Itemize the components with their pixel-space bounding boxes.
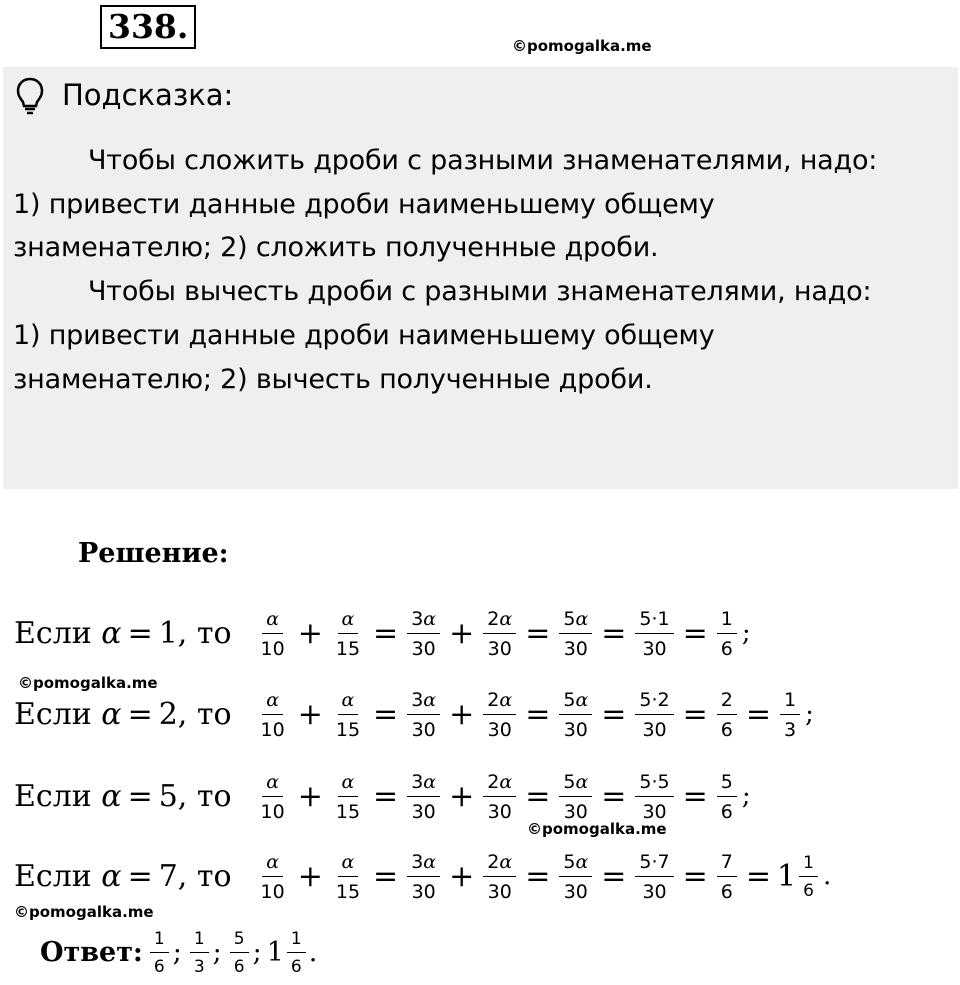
- numerator: 7: [717, 851, 737, 877]
- equals-sign: =: [682, 858, 708, 894]
- equals-sign: =: [373, 778, 399, 814]
- watermark: ©pomogalka.me: [527, 820, 667, 838]
- fraction: [332, 771, 364, 822]
- separator: ;: [252, 936, 262, 968]
- plus-sign: +: [297, 858, 323, 894]
- variable: α: [101, 696, 122, 732]
- equals-sign: =: [373, 615, 399, 651]
- equals-sign: =: [127, 696, 153, 732]
- denominator: 6: [720, 800, 733, 823]
- equals-sign: =: [525, 615, 551, 651]
- equals-sign: =: [682, 615, 708, 651]
- equals-sign: =: [127, 778, 153, 814]
- fraction: [483, 608, 516, 659]
- numerator: 2α: [483, 851, 516, 877]
- numerator: 5·7: [635, 851, 673, 877]
- numerator: α: [262, 851, 283, 877]
- denominator: 30: [487, 800, 512, 823]
- numerator: 2α: [483, 689, 516, 715]
- condition: [14, 616, 232, 651]
- equation-row: [14, 597, 751, 669]
- denominator: 10: [260, 637, 285, 660]
- equals-sign: =: [525, 696, 551, 732]
- plus-sign: +: [449, 696, 475, 732]
- if-word: Если: [14, 778, 102, 814]
- denominator: 15: [335, 637, 361, 660]
- denominator: 30: [411, 718, 436, 741]
- numerator: α: [338, 851, 359, 877]
- fraction: [407, 689, 440, 740]
- denominator: 30: [411, 800, 436, 823]
- hint-line: 1) привести данные дроби наименьшему общему: [13, 189, 715, 220]
- numerator: 1: [287, 929, 306, 953]
- denominator: 30: [563, 637, 588, 660]
- separator: ;: [212, 936, 222, 968]
- denominator: 6: [290, 956, 302, 977]
- numerator: α: [338, 689, 359, 715]
- solution-title: Решение:: [78, 538, 229, 569]
- plus-sign: +: [449, 615, 475, 651]
- fraction: [635, 608, 673, 659]
- denominator: 6: [720, 880, 733, 903]
- hint-line: Чтобы сложить дроби с разными знаменателями, надо:: [88, 145, 878, 176]
- fraction: [717, 851, 737, 902]
- fraction: [559, 608, 592, 659]
- equals-sign: =: [525, 778, 551, 814]
- fraction: [635, 851, 673, 902]
- denominator: 6: [803, 880, 814, 901]
- hint-line: Чтобы вычесть дроби с разными знаменателями, надо:: [88, 276, 872, 307]
- numerator: 1: [150, 929, 169, 953]
- fraction: [780, 689, 800, 740]
- fraction: [717, 689, 737, 740]
- denominator: 10: [260, 718, 285, 741]
- fraction: [717, 771, 737, 822]
- denominator: 30: [487, 637, 512, 660]
- denominator: 30: [642, 637, 667, 660]
- denominator: 30: [642, 718, 667, 741]
- answer-fraction: [190, 929, 209, 976]
- numerator: 2α: [483, 771, 516, 797]
- watermark: ©pomogalka.me: [18, 674, 158, 692]
- hint-line: 1) привести данные дроби наименьшему общему: [13, 320, 715, 351]
- fraction: [332, 608, 364, 659]
- condition: [14, 779, 232, 814]
- equals-sign: =: [525, 858, 551, 894]
- condition: [14, 697, 232, 732]
- punctuation: .: [308, 936, 318, 968]
- numerator: α: [262, 689, 283, 715]
- answer-label: Ответ:: [40, 936, 143, 968]
- plus-sign: +: [297, 615, 323, 651]
- equals-sign: =: [745, 696, 772, 732]
- denominator: 30: [487, 880, 512, 903]
- denominator: 10: [260, 800, 285, 823]
- denominator: 15: [335, 880, 361, 903]
- value: 1, то: [158, 615, 232, 651]
- fraction: [332, 851, 364, 902]
- fraction: [257, 608, 289, 659]
- punctuation: ;: [805, 699, 814, 729]
- fraction: [483, 771, 516, 822]
- numerator: 5·1: [635, 608, 673, 634]
- answer: [40, 922, 317, 982]
- fraction: [257, 771, 289, 822]
- variable: α: [101, 778, 122, 814]
- denominator: 15: [335, 800, 361, 823]
- numerator: 1: [780, 689, 800, 715]
- value: 5, то: [158, 778, 232, 814]
- denominator: 3: [784, 718, 797, 741]
- equals-sign: =: [745, 858, 772, 894]
- numerator: α: [338, 608, 359, 634]
- value: 7, то: [158, 858, 232, 894]
- denominator: 10: [260, 880, 285, 903]
- denominator: 15: [335, 718, 361, 741]
- fraction: [407, 771, 440, 822]
- equals-sign: =: [601, 778, 627, 814]
- numerator: 5: [230, 929, 249, 953]
- denominator: 6: [233, 956, 245, 977]
- answer-fraction: [230, 929, 249, 976]
- fraction: [257, 689, 289, 740]
- numerator: 1: [190, 929, 209, 953]
- denominator: 30: [642, 800, 667, 823]
- numerator: 5α: [559, 689, 592, 715]
- equals-sign: =: [682, 778, 708, 814]
- value: 2, то: [158, 696, 232, 732]
- separator: ;: [172, 936, 182, 968]
- denominator: 6: [720, 637, 733, 660]
- denominator: 30: [487, 718, 512, 741]
- if-word: Если: [14, 858, 102, 894]
- numerator: 1: [799, 853, 818, 877]
- equals-sign: =: [601, 696, 627, 732]
- lightbulb-icon: [14, 76, 46, 116]
- punctuation: ;: [741, 618, 751, 648]
- fraction: [559, 851, 592, 902]
- variable: α: [101, 615, 122, 651]
- numerator: 1: [717, 608, 737, 634]
- fraction: [407, 608, 440, 659]
- equals-sign: =: [373, 858, 399, 894]
- equals-sign: =: [601, 858, 627, 894]
- denominator: 30: [411, 637, 436, 660]
- answer-fraction: [287, 929, 306, 976]
- punctuation: .: [822, 861, 832, 891]
- numerator: 5α: [559, 608, 592, 634]
- denominator: 6: [720, 718, 733, 741]
- denominator: 3: [193, 956, 205, 977]
- denominator: 30: [411, 880, 436, 903]
- fraction: [407, 851, 440, 902]
- equals-sign: =: [682, 696, 708, 732]
- watermark: ©pomogalka.me: [512, 37, 652, 55]
- numerator: 5: [717, 771, 737, 797]
- plus-sign: +: [449, 778, 475, 814]
- numerator: 5·5: [635, 771, 673, 797]
- fraction: [799, 853, 818, 900]
- numerator: 5α: [559, 851, 592, 877]
- plus-sign: +: [449, 858, 475, 894]
- fraction: [559, 689, 592, 740]
- if-word: Если: [14, 696, 102, 732]
- equals-sign: =: [373, 696, 399, 732]
- equals-sign: =: [601, 615, 627, 651]
- plus-sign: +: [297, 696, 323, 732]
- hint-line: знаменателю; 2) вычесть полученные дроби.: [13, 364, 653, 395]
- numerator: 2α: [483, 608, 516, 634]
- numerator: 3α: [407, 771, 440, 797]
- punctuation: ;: [741, 781, 751, 811]
- numerator: α: [338, 771, 359, 797]
- hint-line: знаменателю; 2) сложить полученные дроби.: [13, 232, 659, 263]
- equation-row: [14, 840, 831, 912]
- whole-part: 1: [777, 858, 797, 894]
- fraction: [257, 851, 289, 902]
- numerator: 3α: [407, 851, 440, 877]
- numerator: 3α: [407, 689, 440, 715]
- fraction: [483, 851, 516, 902]
- numerator: 2: [717, 689, 737, 715]
- numerator: 5α: [559, 771, 592, 797]
- denominator: 30: [642, 880, 667, 903]
- equals-sign: =: [127, 615, 153, 651]
- equals-sign: =: [127, 858, 153, 894]
- numerator: 3α: [407, 608, 440, 634]
- fraction: [717, 608, 737, 659]
- denominator: 30: [563, 718, 588, 741]
- fraction: [332, 689, 364, 740]
- fraction: [559, 771, 592, 822]
- hint-title: Подсказка:: [62, 78, 234, 112]
- fraction: [635, 771, 673, 822]
- denominator: 30: [563, 800, 588, 823]
- numerator: 5·2: [635, 689, 673, 715]
- fraction: [635, 689, 673, 740]
- plus-sign: +: [297, 778, 323, 814]
- whole-part: 1: [266, 936, 284, 968]
- task-number: 338.: [100, 5, 196, 49]
- answer-fraction: [150, 929, 169, 976]
- numerator: α: [262, 771, 283, 797]
- watermark: ©pomogalka.me: [14, 903, 154, 921]
- if-word: Если: [14, 615, 102, 651]
- condition: [14, 859, 232, 894]
- fraction: [483, 689, 516, 740]
- variable: α: [101, 858, 122, 894]
- denominator: 30: [563, 880, 588, 903]
- denominator: 6: [153, 956, 165, 977]
- numerator: α: [262, 608, 283, 634]
